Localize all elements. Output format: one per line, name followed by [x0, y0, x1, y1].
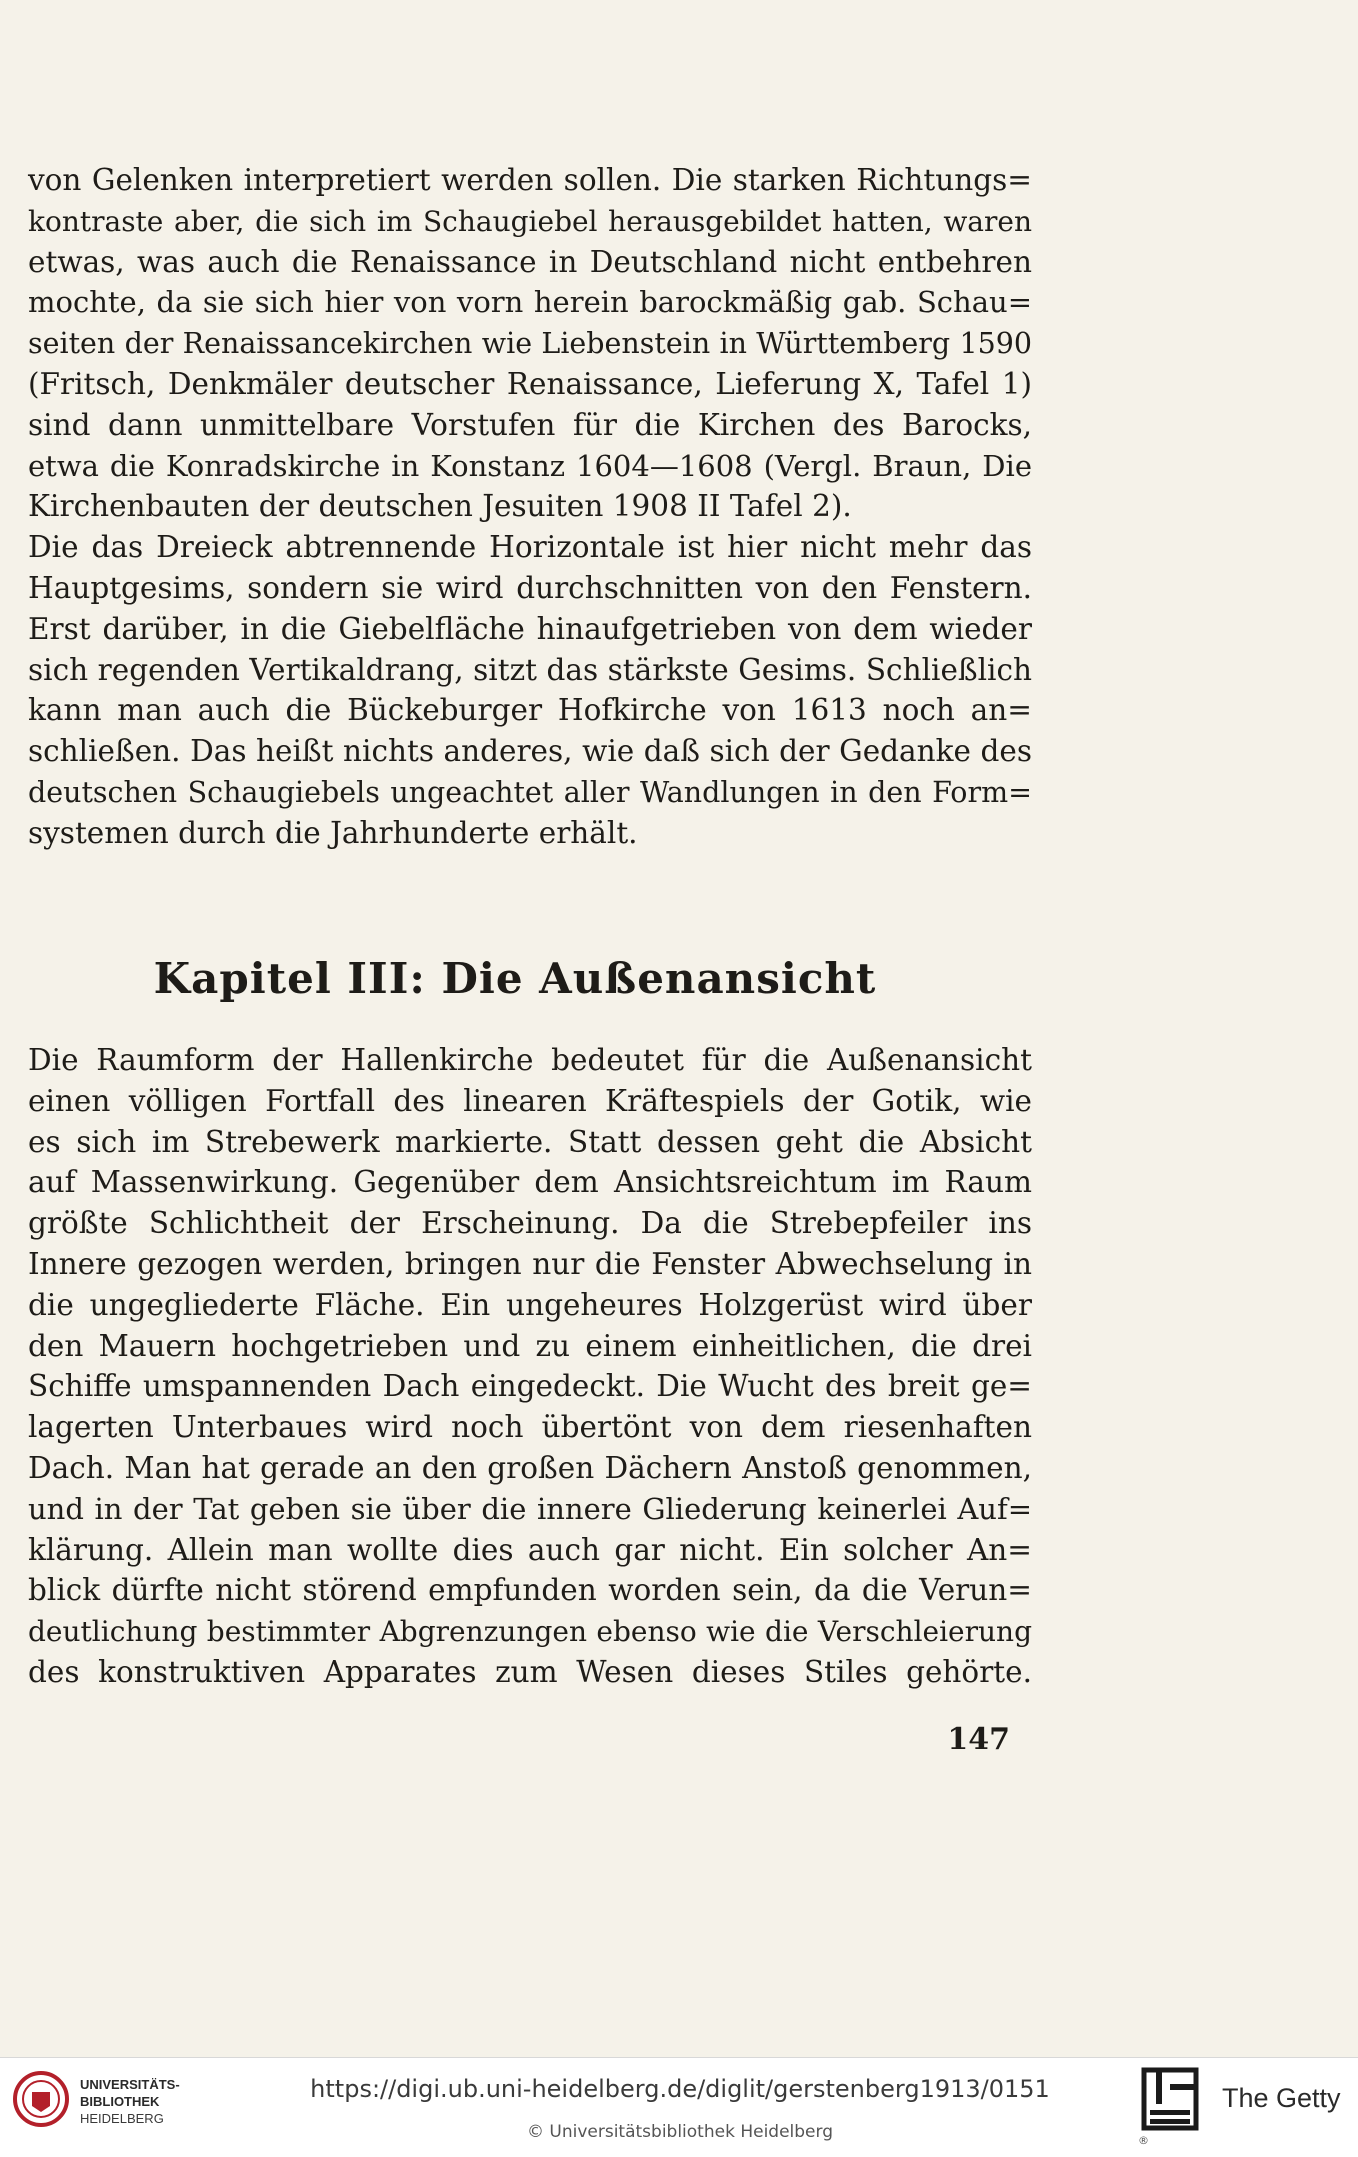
text-line: kann man auch die Bückeburger Hofkirche von 1613 noch an= — [28, 693, 1032, 728]
text-line: etwa die Konradskirche in Konstanz 1604—1608 (Vergl. Braun, Die — [28, 448, 1032, 483]
text-line: deutschen Schaugiebels ungeachtet aller Wandlungen in den Form= — [28, 776, 1032, 809]
viewer-footer — [0, 2057, 1358, 2157]
university-seal-icon — [12, 2068, 70, 2130]
text-line: Die Raumform der Hallenkirche bedeutet für die Außenansicht — [28, 1043, 1032, 1077]
text-line: Die das Dreieck abtrennende Horizontale ist hier nicht mehr das — [28, 530, 1032, 565]
text-line: Kirchenbauten der deutschen Jesuiten 1908 II Tafel 2). — [28, 489, 852, 524]
text-line: es sich im Strebewerk markierte. Statt dessen geht die Absicht — [28, 1124, 1032, 1159]
getty-logo-icon[interactable] — [1140, 2066, 1200, 2132]
library-name-line: HEIDELBERG — [80, 2111, 164, 2126]
text-line: einen völligen Fortfall des linearen Kräftespiels der Gotik, wie — [28, 1083, 1032, 1118]
document-url-link[interactable]: https://digi.ub.uni-heidelberg.de/diglit/gerstenberg1913/0151 — [310, 2075, 1050, 2103]
text-line: klärung. Allein man wollte dies auch gar nicht. Ein solcher An= — [28, 1532, 1032, 1567]
text-line: auf Massenwirkung. Gegenüber dem Ansichtsreichtum im Raum — [28, 1165, 1032, 1200]
text-line: Innere gezogen werden, bringen nur die Fenster Abwechselung in — [28, 1247, 1032, 1281]
text-line: schließen. Das heißt nichts anderes, wie daß sich der Gedanke des — [28, 734, 1032, 769]
library-name-line: UNIVERSITÄTS- — [80, 2077, 180, 2092]
university-library-logo[interactable] — [12, 2068, 192, 2138]
text-line: Hauptgesims, sondern sie wird durchschnitten von den Fenstern. — [28, 571, 1032, 605]
text-line: Dach. Man hat gerade an den großen Dächern Anstoß genommen, — [28, 1451, 1032, 1485]
page-number: 147 — [947, 1722, 1010, 1757]
getty-label[interactable]: The Getty — [1222, 2083, 1341, 2113]
text-line: systemen durch die Jahrhunderte erhält. — [28, 815, 638, 850]
copyright-notice: © Universitätsbibliothek Heidelberg — [526, 2122, 833, 2142]
text-line: etwas, was auch die Renaissance in Deutschland nicht entbehren — [28, 244, 1032, 279]
getty-registered-mark: ® — [1138, 2134, 1149, 2147]
text-line: und in der Tat geben sie über die innere Gliederung keinerlei Auf= — [28, 1491, 1032, 1526]
text-line: Erst darüber, in die Giebelfläche hinaufgetrieben von dem wieder — [28, 611, 1032, 646]
text-line: Schiffe umspannenden Dach eingedeckt. Die Wucht des breit ge= — [28, 1369, 1032, 1404]
text-line: (Fritsch, Denkmäler deutscher Renaissance, Lieferung X, Tafel 1) — [28, 367, 1032, 401]
text-line: deutlichung bestimmter Abgrenzungen ebenso wie die Verschleierung — [28, 1615, 1032, 1649]
chapter-heading: Kapitel III: Die Außenansicht — [153, 954, 877, 1003]
text-line: sich regenden Vertikaldrang, sitzt das stärkste Gesims. Schließlich — [28, 652, 1032, 687]
text-line: die ungegliederte Fläche. Ein ungeheures Holzgerüst wird über — [28, 1287, 1032, 1322]
text-line: mochte, da sie sich hier von vorn herein barockmäßig gab. Schau= — [28, 285, 1032, 320]
text-line: den Mauern hochgetrieben und zu einem einheitlichen, die drei — [28, 1328, 1032, 1363]
text-line: kontraste aber, die sich im Schaugiebel herausgebildet hatten, waren — [28, 204, 1032, 238]
text-line: seiten der Renaissancekirchen wie Liebenstein in Württemberg 1590 — [28, 327, 1032, 361]
text-line: des konstruktiven Apparates zum Wesen dieses Stiles gehörte. — [28, 1655, 1032, 1689]
text-line: größte Schlichtheit der Erscheinung. Da die Strebepfeiler ins — [28, 1206, 1032, 1241]
text-line: lagerten Unterbaues wird noch übertönt von dem riesenhaften — [28, 1410, 1032, 1445]
text-line: von Gelenken interpretiert werden sollen. Die starken Richtungs= — [28, 163, 1032, 197]
library-name-line: BIBLIOTHEK — [80, 2094, 160, 2109]
text-line: sind dann unmittelbare Vorstufen für die Kirchen des Barocks, — [28, 407, 1032, 442]
text-line: blick dürfte nicht störend empfunden worden sein, da die Verun= — [28, 1573, 1032, 1608]
